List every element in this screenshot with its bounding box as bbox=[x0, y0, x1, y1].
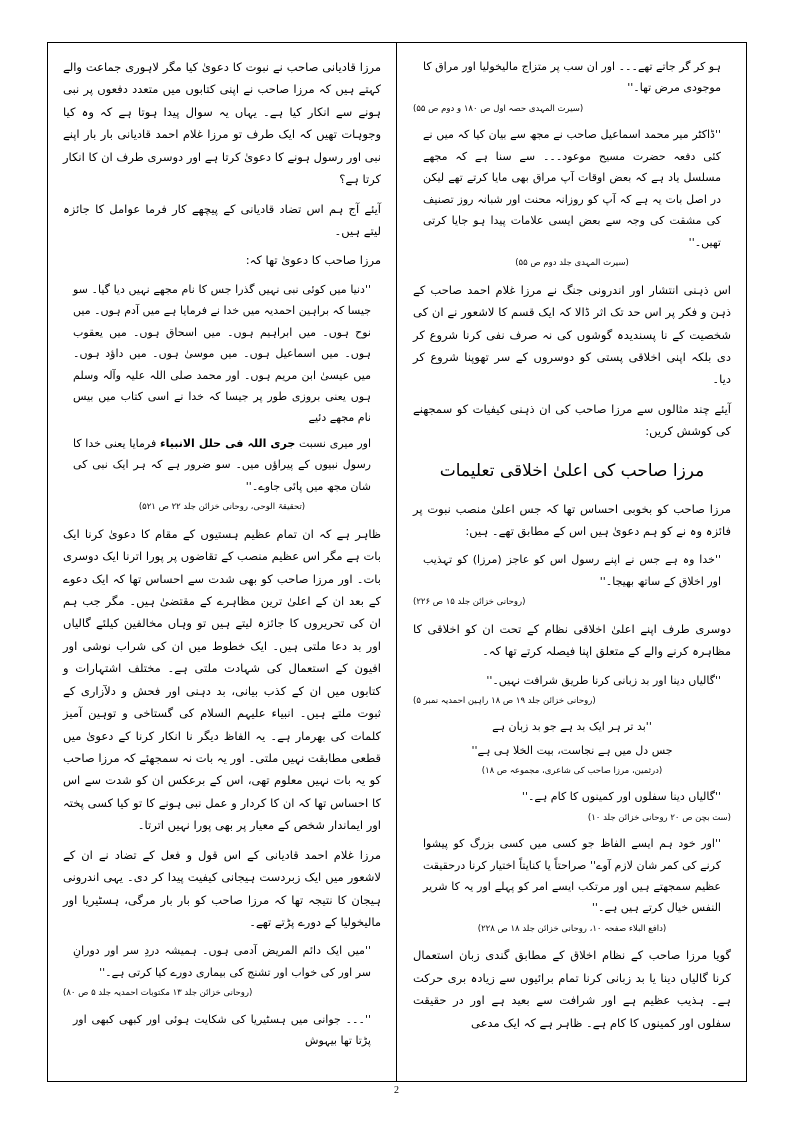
quotation: ''اور خود ہم ایسے الفاظ جو کسی میں کسی بزرگ کو پیشوا کرنے کی کمر شان لازم آوے'' صراحتاً یا کنایتاً اختیار کرنا درحقیقت عظیم سمجھتے ہیں اور مرتکب ایسے امر کو پہلے اور یہ کا شریر النفس خیال کرتے ہیں ہے۔'' bbox=[423, 837, 721, 915]
citation: (دافع البلاء صفحہ ۱۰، روحانی خزائن جلد ۱۸ ص ۲۲۸) bbox=[477, 923, 667, 934]
quote-text-after: فرمایا یعنی خدا کا رسول نبیوں کے پیراؤں میں۔ سو ضرور ہے کہ ہر ایک نبی کی شان مجھ میں پائی جاوے۔'' bbox=[73, 436, 371, 493]
verse-line: ''بد تر ہر ایک بد ہے جو بد زبان ہے bbox=[492, 719, 652, 733]
citation: (درثمین، مرزا صاحب کی شاعری، مجموعہ ص ۱۸) bbox=[481, 765, 663, 776]
quotation: ''۔۔۔ جوانی میں ہسٹیریا کی شکایت ہوئی اور کبھی کبھی اور پڑتا تھا بیہوش bbox=[73, 1012, 371, 1048]
paragraph: گویا مرزا صاحب کے نظام اخلاق کے مطابق گندی زبان استعمال کرنا گالیاں دینا یا بد زبانی کرنا تمام برائیوں سے زیادہ بری حرکت ہے۔ ہذیب عظیم ہے اور شرافت سے بعید ہے اور در حقیقت سفلوں اور کمینوں کا کام ہے۔ ظاہر ہے کہ ایک مدعی bbox=[413, 948, 731, 1030]
paragraph: مرزا صاحب کا دعویٰ تھا کہ: bbox=[245, 253, 381, 268]
citation: (ست بچن ص ۲۰ روحانی خزائن جلد ۱۰) bbox=[587, 812, 731, 823]
verse-line: جس دل میں ہے نجاست، بیت الخلا ہی ہے'' bbox=[471, 743, 673, 757]
page-number: 2 bbox=[394, 1085, 399, 1096]
paragraph: مرزا قادیانی صاحب نے نبوت کا دعویٰ کیا مگر لاہوری جماعت والے کہتے ہیں کہ مرزا صاحب نے اپنی کتابوں میں متعدد دفعوں پر نبی ہونے سے انکار کیا ہے۔ یہاں یہ سوال پیدا ہوتا ہے کہ وہ کیا وجوہات تھیں کہ ایک طرف تو مرزا غلام احمد قادیانی بار بار اپنے نبی اور رسول ہونے کا دعویٰ کرتا ہے اور دوسری طرف ان کا انکار کرتا ہے؟ bbox=[63, 60, 381, 187]
paragraph: دوسری طرف اپنے اعلیٰ اخلاقی نظام کے تحت ان کو اخلاقی کا مظاہرہ کرنے والے کے متعلق اپنا فیصلہ کرتے تھا کہ۔ bbox=[413, 621, 731, 659]
citation: (تحقیقۃ الوحی، روحانی خزائن جلد ۲۲ ص ۵۲۱) bbox=[138, 502, 306, 513]
quotation: ''دنیا میں کوئی نبی نہیں گذرا جس کا نام مجھے نہیں دیا گیا۔ سو جیسا کہ براہین احمدیہ میں خدا نے فرمایا ہے میں آدم ہوں۔ میں نوح ہوں۔ میں ابراہیم ہوں۔ میں اسحاق ہوں۔ میں یعقوب ہوں۔ میں اسماعیل ہوں۔ میں موسیٰ ہوں۔ میں داؤد ہوں۔ میں عیسیٰ ابن مریم ہوں۔ اور محمد صلی اللہ علیہ وآلہ وسلم ہوں یعنی بروزی طور پر جیسا کہ خدا نے اسی کتاب میں بیس نام مجھے دئیے bbox=[73, 282, 371, 425]
paragraph: مرزا غلام احمد قادیانی کے اس قول و فعل کے تضاد نے ان کے لاشعور میں ایک زبردست ہیجانی کیفیت پیدا کر دی۔ یہی اندرونی ہیجان کا نتیجہ تھا کہ مرزا صاحب کو بار بار مرگی، ہسٹیریا اور مالیخولیا کے دورے پڑتے تھے۔ bbox=[63, 847, 381, 929]
paragraph: آیئے آج ہم اس تضاد قادیانی کے پیچھے کار فرما عوامل کا جائزہ لیتے ہیں۔ bbox=[63, 201, 381, 238]
paragraph: ظاہر ہے کہ ان تمام عظیم ہستیوں کے مقام کا دعویٰ کرنا ایک بات ہے مگر اس عظیم منصب کے تقاضوں پر پورا اترنا ایک دوسری بات۔ اور مرزا صاحب کو بھی شدت سے احساس تھا کہ ایک دعوے کے بعد ان کے اعلیٰ ترین مظاہرے کے مقتضیٰ ہیں۔ مگر جب ہم ان کی تحریروں کا جائزہ لیتے ہیں تو وہاں مخالفین کیلئے گالیاں اور بد دعا ملتی ہیں۔ ایک خطوط میں ان کی شراب نوشی اور افیون کے استعمال کی شہادت ملتی ہے۔ مختلف اشتہارات و کتابوں میں ان کے کذب بیانی، بد دہنی اور فحش و دلآزاری کے ثبوت ملتے ہیں۔ انبیاء علیہم السلام کی گستاخی و توہین آمیز کلمات کی بھرمار ہے۔ یہ الفاظ دیگر نا انکار کرنا کے دعویٰ میں قطعی مطابقت نہیں ملتی۔ اور یہ بات نہ سمجھئے کہ مرزا صاحب کو یہ بات نہیں معلوم تھی، اس کے برعکس ان کو شدت سے اس کا احساس تھا کہ ان کا کردار و عمل نبی ہونے کا تو کیا کسی پختہ اور ایماندار شخص کے معیار پر بھی پورا نہیں اترتا۔ bbox=[63, 526, 381, 833]
quotation: ''میں ایک دائم المریض آدمی ہوں۔ ہمیشہ دردِ سر اور دورانِ سر اور کی خواب اور تشنج کی بیماری دورے کیا کرتی ہے۔'' bbox=[73, 944, 371, 979]
right-column bbox=[47, 42, 397, 1082]
quotation: ''گالیاں دینا سفلوں اور کمینوں کا کام ہے۔'' bbox=[521, 790, 721, 804]
quotation: ''گالیاں دینا اور بد زبانی کرنا طریق شرافت نہیں۔'' bbox=[486, 673, 721, 687]
arabic-phrase: جری اللہ فی حلل الانبیاء bbox=[159, 436, 296, 450]
paragraph: آیئے چند مثالوں سے مرزا صاحب کی ان ذہنی کیفیات کو سمجھنے کی کوشش کریں: bbox=[413, 401, 731, 439]
citation: (سیرت المہدی حصہ اول ص ۱۸۰ و دوم ص ۵۵) bbox=[413, 103, 584, 114]
citation: (سیرت المہدی جلد دوم ص ۵۵) bbox=[515, 258, 629, 269]
section-heading: مرزا صاحب کی اعلیٰ اخلاقی تعلیمات bbox=[439, 460, 705, 481]
two-column-layout bbox=[47, 42, 747, 1082]
left-column bbox=[397, 42, 747, 1082]
quotation: ''خدا وہ ہے جس نے اپنے رسول اس کو عاجز (مرزا) کو تہذیب اور اخلاق کے ساتھ بھیجا۔'' bbox=[423, 553, 721, 588]
citation: (روحانی خزائن جلد ۱۹ ص ۱۸ راہین احمدیہ نمبر ۵) bbox=[413, 696, 596, 707]
quotation-with-arabic bbox=[63, 433, 381, 497]
quote-text-before: اور میری نسبت bbox=[295, 436, 371, 450]
paragraph: اس ذہنی انتشار اور اندرونی جنگ نے مرزا غلام احمد صاحب کے ذہن و فکر پر اس حد تک اثر ڈالا کہ ایک قسم کا لاشعور نے ان کی شخصیت کے نا پسندیدہ گوشوں کی نہ صرف نفی کرنا شروع کر دی بلکہ اپنی اخلاقی پستی کو دوسروں کے سر تھوپنا شروع کر دیا۔ bbox=[413, 282, 731, 387]
citation: (روحانی خزائن جلد ۱۳ مکتوبات احمدیہ جلد ۵ ص ۸۰) bbox=[63, 988, 253, 999]
citation: (روحانی خزائن جلد ۱۵ ص ۲۲۶) bbox=[413, 597, 526, 608]
quotation: ہو کر گر جاتے تھے۔۔۔ اور ان سب پر متزاج مالیخولیا اور مراق کا موجودی مرض تھا۔'' bbox=[423, 60, 721, 95]
paragraph: مرزا صاحب کو بخوبی احساس تھا کہ جس اعلیٰ منصب نبوت پر فائزہ وہ نے کو ہم دعویٰ ہیں اس کے مطابق تھے۔ ہیں: bbox=[413, 501, 731, 538]
quotation: ''ڈاکٹر میر محمد اسماعیل صاحب نے مجھ سے بیان کیا کہ میں نے کئی دفعہ حضرت مسیح موعود۔۔۔ سے سنا ہے کہ مجھے مسلسل یاد ہے کہ بعض اوقات آپ مراق بھی مایا کرتے تھے لیکن در اصل بات یہ ہے کہ آپ کو روزانہ محنت اور شبانہ روز تصنیف کی مشقت کی وجہ سے بعض ایسی علامات پیدا ہو جایا کرتی تھیں۔'' bbox=[423, 128, 721, 249]
